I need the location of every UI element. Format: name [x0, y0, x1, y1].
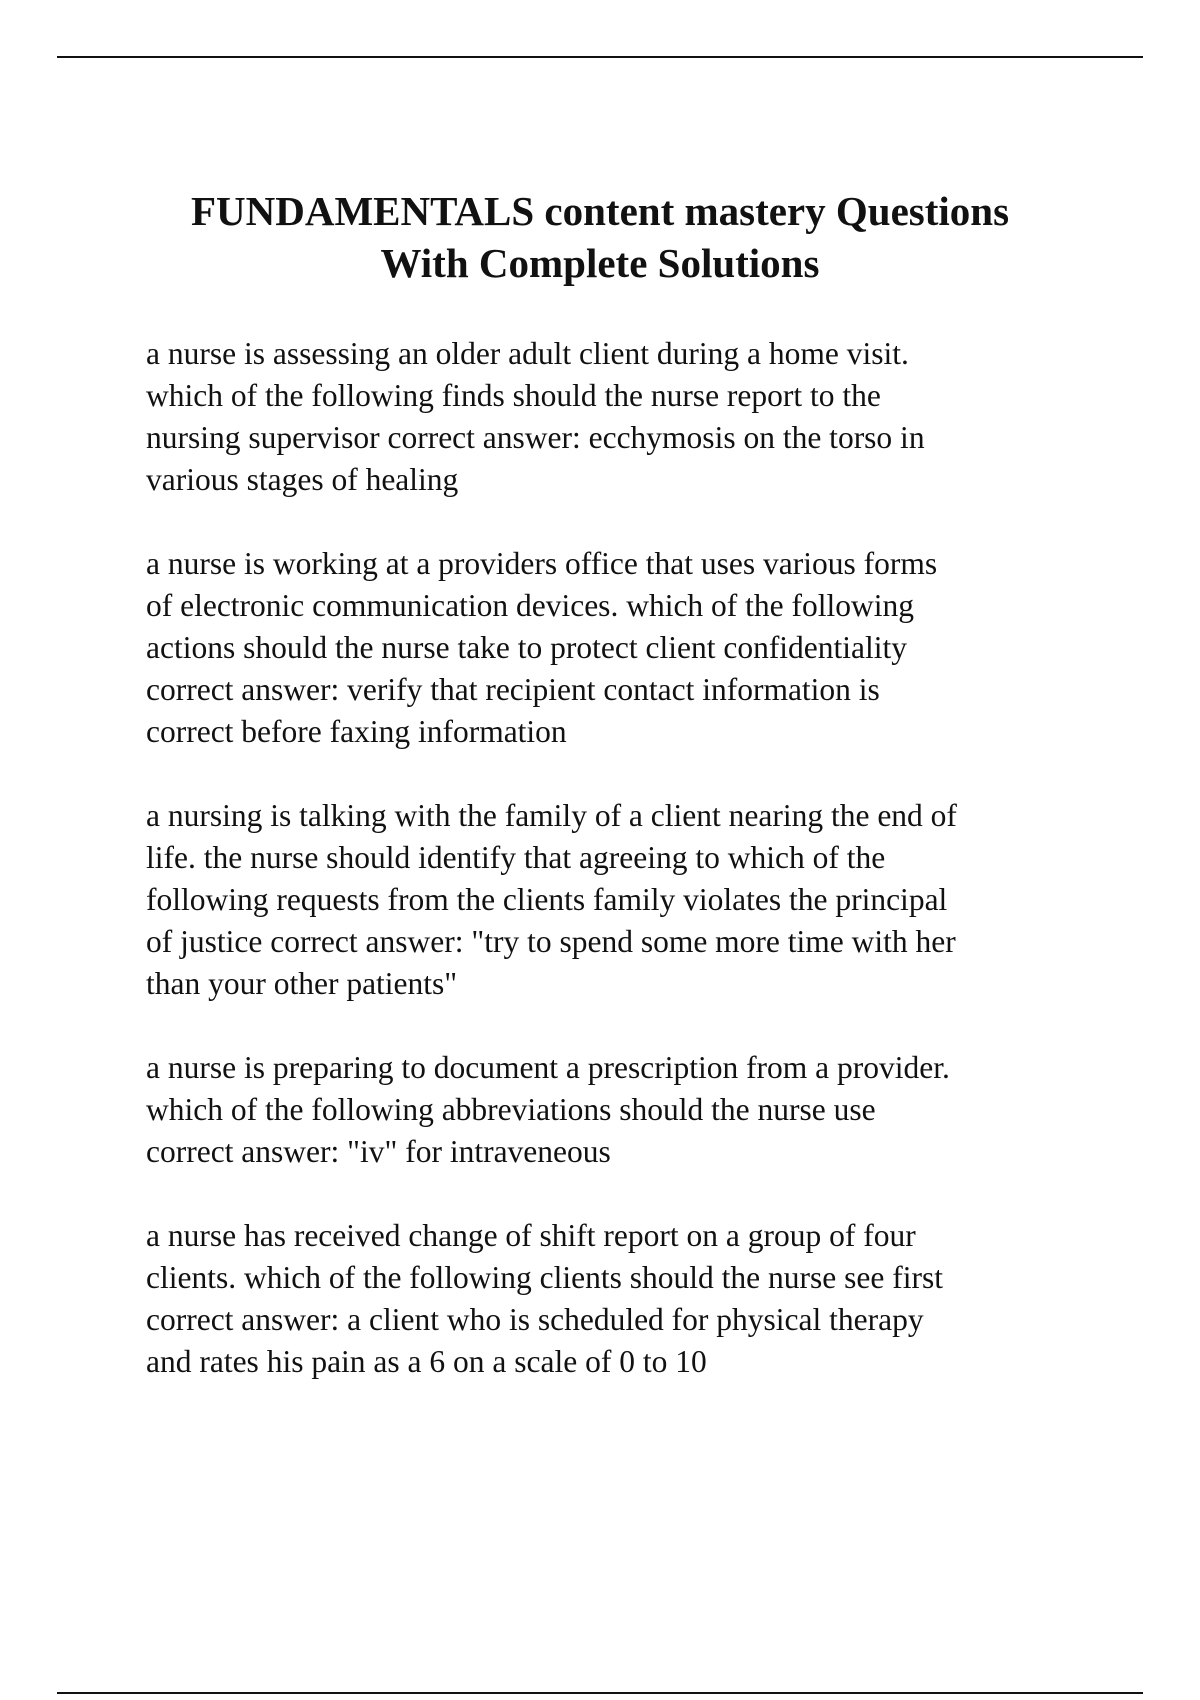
question-line: nursing supervisor correct answer: ecchymosis on the torso in	[146, 420, 925, 455]
question-line: correct answer: "iv" for intraveneous	[146, 1134, 611, 1169]
question-line: correct before faxing information	[146, 714, 567, 749]
question-list	[146, 333, 1106, 1425]
question-line: a nurse is working at a providers office that uses various forms	[146, 546, 938, 581]
title-line: FUNDAMENTALS content mastery Questions	[190, 188, 1010, 234]
question-line: clients. which of the following clients should the nurse see first	[146, 1260, 943, 1295]
question-line: than your other patients"	[146, 966, 458, 1001]
bottom-divider	[57, 1692, 1143, 1694]
question-line: which of the following abbreviations should the nurse use	[146, 1092, 876, 1127]
question-line: correct answer: a client who is scheduled for physical therapy	[146, 1302, 924, 1337]
question-line: following requests from the clients family violates the principal	[146, 882, 948, 917]
question-line: a nurse is preparing to document a prescription from a provider.	[146, 1050, 950, 1085]
question-line: which of the following finds should the nurse report to the	[146, 378, 881, 413]
question-item	[146, 795, 1106, 1005]
question-line: and rates his pain as a 6 on a scale of 0 to 10	[146, 1344, 707, 1379]
question-line: a nurse is assessing an older adult client during a home visit.	[146, 336, 909, 371]
top-divider	[57, 56, 1143, 58]
question-line: correct answer: verify that recipient contact information is	[146, 672, 880, 707]
page-title	[100, 185, 1100, 289]
question-item	[146, 1215, 1106, 1383]
question-item	[146, 1047, 1106, 1173]
question-line: various stages of healing	[146, 462, 459, 497]
question-line: life. the nurse should identify that agreeing to which of the	[146, 840, 886, 875]
question-item	[146, 333, 1106, 501]
question-line: a nurse has received change of shift report on a group of four	[146, 1218, 916, 1253]
question-line: of electronic communication devices. which of the following	[146, 588, 915, 623]
title-line: With Complete Solutions	[380, 240, 820, 286]
question-line: a nursing is talking with the family of a client nearing the end of	[146, 798, 957, 833]
question-line: of justice correct answer: "try to spend some more time with her	[146, 924, 956, 959]
question-line: actions should the nurse take to protect client confidentiality	[146, 630, 908, 665]
question-item	[146, 543, 1106, 753]
